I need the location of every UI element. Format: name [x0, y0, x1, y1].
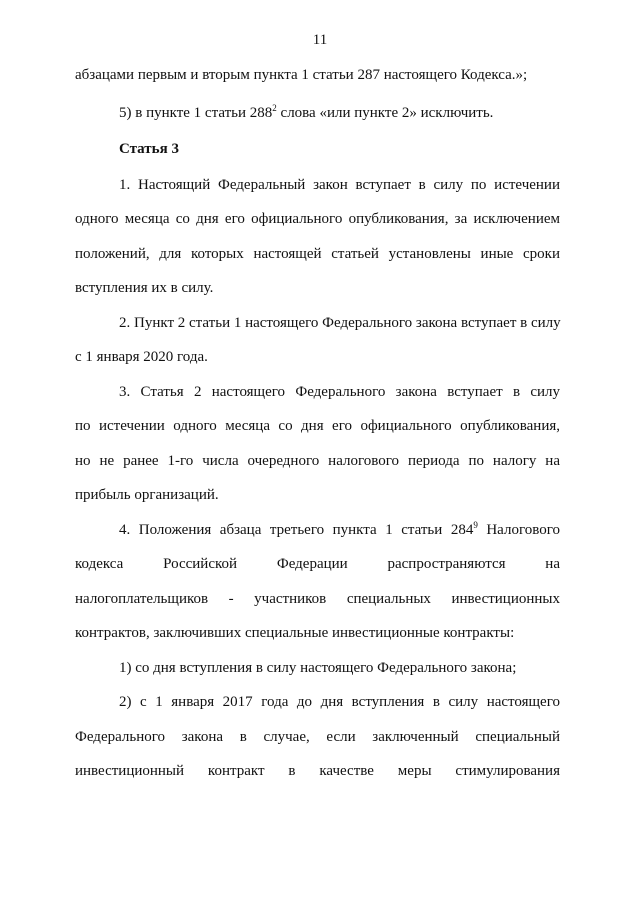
text-line-12: но не ранее 1-го числа очередного налогового периода по налогу на — [75, 453, 560, 469]
superscript-9: 9 — [473, 520, 478, 530]
text-line-15: кодекса Российской Федерации распространяются на — [75, 556, 560, 572]
superscript-2: 2 — [272, 103, 277, 113]
text-line-18: 1) со дня вступления в силу настоящего Федерального закона; — [119, 660, 517, 676]
text-line-19: 2) с 1 января 2017 года до дня вступления в силу настоящего — [119, 694, 560, 710]
text-line-5: одного месяца со дня его официального опубликования, за исключением — [75, 211, 560, 227]
text-line-13: прибыль организаций. — [75, 487, 219, 503]
text-line-8: 2. Пункт 2 статьи 1 настоящего Федерального закона вступает в силу — [119, 315, 561, 331]
text-line-14-end: Налогового — [477, 522, 560, 538]
text-line-17: контрактов, заключивших специальные инвестиционные контракты: — [75, 625, 515, 641]
text-line-2-end: слова «или пункте 2» исключить. — [276, 105, 494, 121]
text-line-14 — [119, 521, 560, 539]
text-line-20: Федерального закона в случае, если заключенный специальный — [75, 729, 560, 745]
text-line-10: 3. Статья 2 настоящего Федерального закона вступает в силу — [119, 384, 560, 400]
article-heading: Статья 3 — [119, 141, 179, 157]
text-line-4: 1. Настоящий Федеральный закон вступает в силу по истечении — [119, 177, 560, 193]
text-line-2 — [119, 104, 560, 122]
text-line-14-start: 4. Положения абзаца третьего пункта 1 статьи 284 — [119, 522, 474, 538]
page-number: 11 — [312, 32, 328, 48]
text-line-21: инвестиционный контракт в качестве меры стимулирования — [75, 763, 560, 779]
text-line-11: по истечении одного месяца со дня его официального опубликования, — [75, 418, 560, 434]
text-line-1: абзацами первым и вторым пункта 1 статьи 287 настоящего Кодекса.»; — [75, 67, 528, 83]
text-line-6: положений, для которых настоящей статьей установлены иные сроки — [75, 246, 560, 262]
text-line-16: налогоплательщиков - участников специальных инвестиционных — [75, 591, 560, 607]
text-line-2-start: 5) в пункте 1 статьи 288 — [119, 105, 273, 121]
text-line-9: с 1 января 2020 года. — [75, 349, 208, 365]
text-line-7: вступления их в силу. — [75, 280, 214, 296]
